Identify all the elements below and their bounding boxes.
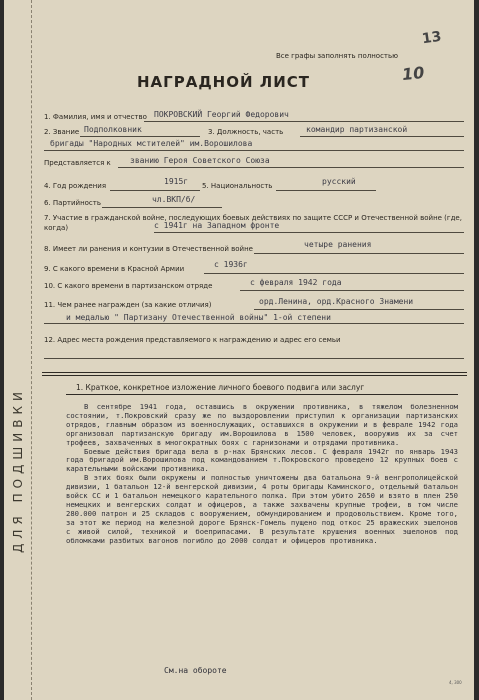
field-2-value: Подполковник — [84, 125, 142, 134]
field-9-value: с 1936г — [214, 260, 248, 269]
field-4-line — [110, 190, 200, 191]
field-7-value: с 1941г на Западном фронте — [154, 221, 280, 230]
section-underline — [66, 394, 458, 395]
field-3-line-2 — [44, 150, 464, 151]
see-reverse-note: См.на обороте — [164, 666, 227, 675]
document-title: НАГРАДНОЙ ЛИСТ — [137, 73, 311, 91]
nominated-label: Представляется к — [44, 159, 111, 167]
nominated-line — [118, 167, 464, 168]
field-5-label: 5. Национальность — [202, 182, 273, 190]
citation-paragraph: В этих боях были окружены и полностью уничтожены два батальона 9-й венгрополицейской дивизии, 1 батальон 12-й венгерской дивизии, 4 роты бригады Каминского, отдельный батальон войск СС и 1 батальон немецкого карательного полка. При этом убито 2650 и взято в плен 250 немецких и венгерских солдат и офицеров, а также захвачены крупные трофеи, в том числе 280.000 патрон и 25 складов с вооружением, обмундированием и продовольствием. Кроме того, за этот же период на железной дороге Брянск-Гомель пущено под откос 25 вражеских эшелонов с живой силой, техникой и боеприпасами. В результате крушения военных эшелонов под обломками разбитых вагонов погибло до 2000 солдат и офицеров противника. — [66, 473, 458, 545]
section-divider-top — [42, 372, 467, 373]
binding-label: ДЛЯ ПОДШИВКИ — [11, 387, 25, 553]
field-9-label: 9. С какого времени в Красной Армии — [44, 265, 185, 273]
field-3-label: 3. Должность, часть — [208, 128, 284, 136]
section-divider-top-2 — [42, 375, 467, 376]
field-2-line — [80, 136, 200, 137]
field-11-value: орд.Ленина, орд.Красного Знамени — [259, 297, 414, 306]
nominated-value: званию Героя Советского Союза — [130, 156, 270, 165]
field-3-value: командир партизанской — [306, 125, 408, 134]
citation-paragraph: В сентябре 1941 года, оставшись в окружении противника, в тяжелом болезненном состоянии, т.Покровский сразу же по выздоровлении приступил к организации партизанских отрядов, главным образом из военнослужащих, оставшихся в окружении и в феврале 1942 года организовал партизанскую бригаду им.Ворошилова в 1500 человек, вооружив их за счет трофеев, захваченных в многократных боях с гарнизонами и отрядами противника. — [66, 402, 458, 447]
citation-paragraph: Боевые действия бригада вела в р-нах Брянских лесов. С февраля 1942г по январь 1943 года бригадой им.Ворошилова под командованием т.Покровского проведено 12 крупных боев с карательными войсками противника. — [66, 446, 458, 474]
field-6-line — [102, 207, 222, 208]
form-code: 4, 300 — [449, 680, 462, 685]
award-sheet — [4, 0, 474, 700]
field-12-label: 12. Адрес места рождения представляемого к награждению и адрес его семьи — [44, 336, 341, 344]
handwritten-page-number: 13 — [420, 28, 443, 48]
field-10-label: 10. С какого времени в партизанском отряде — [44, 282, 213, 290]
field-5-line — [276, 190, 376, 191]
field-9-line — [204, 273, 464, 274]
field-1-line — [144, 121, 464, 122]
field-6-value: чл.ВКП/б/ — [152, 195, 196, 204]
field-10-value: с февраля 1942 года — [250, 278, 342, 287]
field-8-label: 8. Имеет ли ранения и контузии в Отечественной войне — [44, 245, 253, 253]
field-11-line — [254, 309, 464, 310]
handwritten-mark: 10 — [401, 62, 426, 85]
field-8-value: четыре ранения — [304, 240, 372, 249]
field-8-line — [254, 253, 464, 254]
field-11-label: 11. Чем ранее награжден (за какие отличия) — [44, 301, 212, 309]
field-10-line — [240, 290, 464, 291]
citation-text — [66, 403, 458, 546]
field-4-label: 4. Год рождения — [44, 182, 107, 190]
field-7-line — [154, 232, 464, 233]
field-11-value-cont: и медалью " Партизану Отечественной войны" 1-ой степени — [66, 313, 331, 322]
section-title: 1. Краткое, конкретное изложение личного боевого подвига или заслуг — [76, 383, 365, 392]
field-2-label: 2. Звание — [44, 128, 80, 136]
field-4-value: 1915г — [164, 177, 189, 186]
field-3-line — [300, 136, 464, 137]
field-3-value-cont: бригады "Народных мстителей" им.Ворошилова — [50, 139, 253, 148]
field-11-line-2 — [44, 323, 464, 324]
field-6-label: 6. Партийность — [44, 199, 101, 207]
field-7-label: 7. Участие в гражданской войне, последующих боевых действиях по защите СССР и Отечественной войне (где, когда) — [44, 214, 462, 232]
fill-instruction: Все графы заполнять полностью — [276, 52, 399, 60]
field-12-line — [44, 358, 464, 359]
field-1-value: ПОКРОВСКИЙ Георгий Федорович — [154, 110, 289, 119]
field-1-label: 1. Фамилия, имя и отчество — [44, 113, 147, 121]
field-5-value: русский — [322, 177, 356, 186]
